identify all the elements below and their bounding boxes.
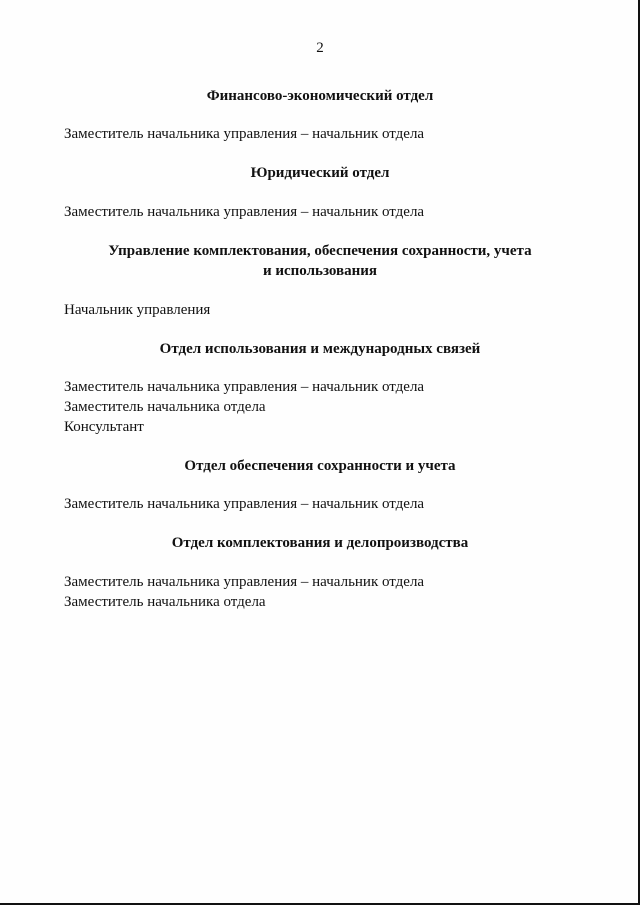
section-heading-management-line-2: и использования: [262, 263, 378, 279]
section-heading-acquisition: Отдел комплектования и делопроизводства: [171, 535, 469, 551]
section-heading-management-line-1: Управление комплектования, обеспечения сохранности, учета: [108, 243, 532, 259]
section-heading-preservation: Отдел обеспечения сохранности и учета: [184, 458, 456, 474]
position-line: Заместитель начальника управления – начальник отдела: [64, 379, 425, 395]
position-line: Консультант: [64, 419, 144, 435]
position-line: Заместитель начальника отдела: [64, 594, 266, 610]
position-line: Заместитель начальника управления – начальник отдела: [64, 204, 425, 220]
position-line: Начальник управления: [64, 302, 211, 318]
section-heading-legal: Юридический отдел: [250, 165, 390, 181]
position-line: Заместитель начальника управления – начальник отдела: [64, 126, 425, 142]
position-line: Заместитель начальника управления – начальник отдела: [64, 496, 425, 512]
position-line: Заместитель начальника отдела: [64, 399, 266, 415]
section-heading-usage-international: Отдел использования и международных связей: [159, 341, 481, 357]
page-number: 2: [316, 40, 324, 56]
position-line: Заместитель начальника управления – начальник отдела: [64, 574, 425, 590]
section-heading-finance: Финансово-экономический отдел: [206, 88, 434, 104]
